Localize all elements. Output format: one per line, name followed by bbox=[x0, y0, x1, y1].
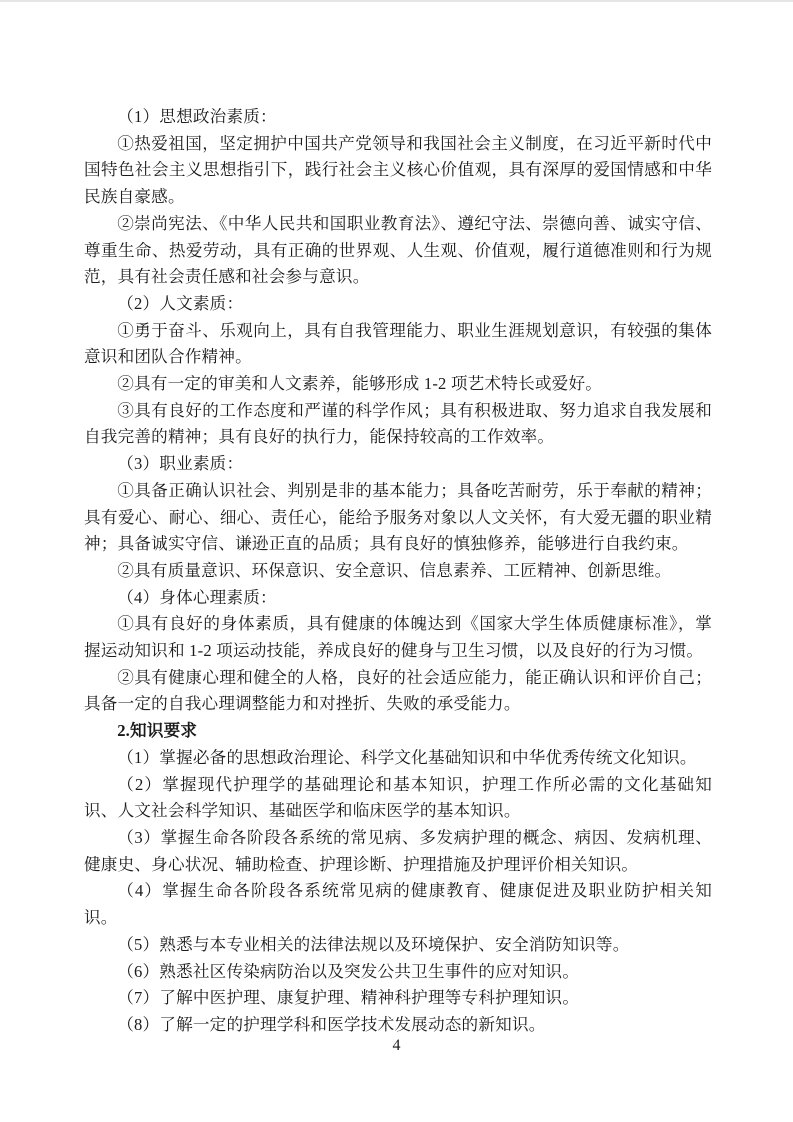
page-number: 4 bbox=[392, 1037, 401, 1054]
paragraph: ①热爱祖国，坚定拥护中国共产党领导和我国社会主义制度，在习近平新时代中国特色社会主义思想指引下，践行社会主义核心价值观，具有深厚的爱国情感和中华民族自豪感。 bbox=[84, 133, 712, 207]
paragraph: ①具备正确认识社会、判别是非的基本能力；具备吃苦耐劳，乐于奉献的精神；具有爱心、耐心、细心、责任心，能给予服务对象以人文关怀，有大爱无疆的职业精神；具备诚实守信、谦逊正直的品质；具有良好的慎独修养，能够进行自我约束。 bbox=[84, 480, 712, 554]
document-body bbox=[84, 104, 712, 1039]
paragraph: （3）职业素质： bbox=[117, 454, 244, 474]
paragraph: （2）人文素质： bbox=[117, 293, 244, 313]
paragraph: ③具有良好的工作态度和严谨的科学作风；具有积极进取、努力追求自我发展和自我完善的精神；具有良好的执行力，能保持较高的工作效率。 bbox=[84, 400, 712, 447]
paragraph: ②具有一定的审美和人文素养，能够形成 1-2 项艺术特长或爱好。 bbox=[117, 374, 603, 394]
paragraph: （4）身体心理素质： bbox=[117, 587, 277, 607]
section-heading: 2.知识要求 bbox=[117, 721, 198, 741]
page-top-edge bbox=[0, 0, 793, 2]
paragraph: ②崇尚宪法、《中华人民共和国职业教育法》、遵纪守法、崇德向善、诚实守信、尊重生命、热爱劳动，具有正确的世界观、人生观、价值观，履行道德准则和行为规范，具有社会责任感和社会参与意识。 bbox=[84, 213, 712, 287]
paragraph: ①具有良好的身体素质，具有健康的体魄达到《国家大学生体质健康标准》，掌握运动知识和 1-2 项运动技能，养成良好的健身与卫生习惯，以及良好的行为习惯。 bbox=[84, 614, 712, 661]
paragraph: （2）掌握现代护理学的基础理论和基本知识，护理工作所必需的文化基础知识、人文社会科学知识、基础医学和临床医学的基本知识。 bbox=[84, 774, 712, 821]
paragraph: （8）了解一定的护理学科和医学技术发展动态的新知识。 bbox=[117, 1014, 546, 1034]
paragraph: ①勇于奋斗、乐观向上，具有自我管理能力、职业生涯规划意识，有较强的集体意识和团队合作精神。 bbox=[84, 320, 712, 367]
paragraph: （1）思想政治素质： bbox=[117, 107, 277, 126]
paragraph: （5）熟悉与本专业相关的法律法规以及环境保护、安全消防知识等。 bbox=[117, 934, 630, 954]
paragraph: （1）掌握必备的思想政治理论、科学文化基础知识和中华优秀传统文化知识。 bbox=[117, 747, 697, 767]
paragraph: （3）掌握生命各阶段各系统的常见病、多发病护理的概念、病因、发病机理、健康史、身心状况、辅助检查、护理诊断、护理措施及护理评价相关知识。 bbox=[84, 827, 712, 874]
page-footer bbox=[0, 1036, 793, 1056]
paragraph: （7）了解中医护理、康复护理、精神科护理等专科护理知识。 bbox=[117, 988, 580, 1008]
paragraph: ②具有健康心理和健全的人格，良好的社会适应能力，能正确认识和评价自己；具备一定的自我心理调整能力和对挫折、失败的承受能力。 bbox=[84, 667, 712, 714]
paragraph: （6）熟悉社区传染病防治以及突发公共卫生事件的应对知识。 bbox=[117, 961, 580, 981]
paragraph: ②具有质量意识、环保意识、安全意识、信息素养、工匠精神、创新思维。 bbox=[117, 560, 672, 580]
paragraph: （4）掌握生命各阶段各系统常见病的健康教育、健康促进及职业防护相关知识。 bbox=[84, 881, 712, 928]
